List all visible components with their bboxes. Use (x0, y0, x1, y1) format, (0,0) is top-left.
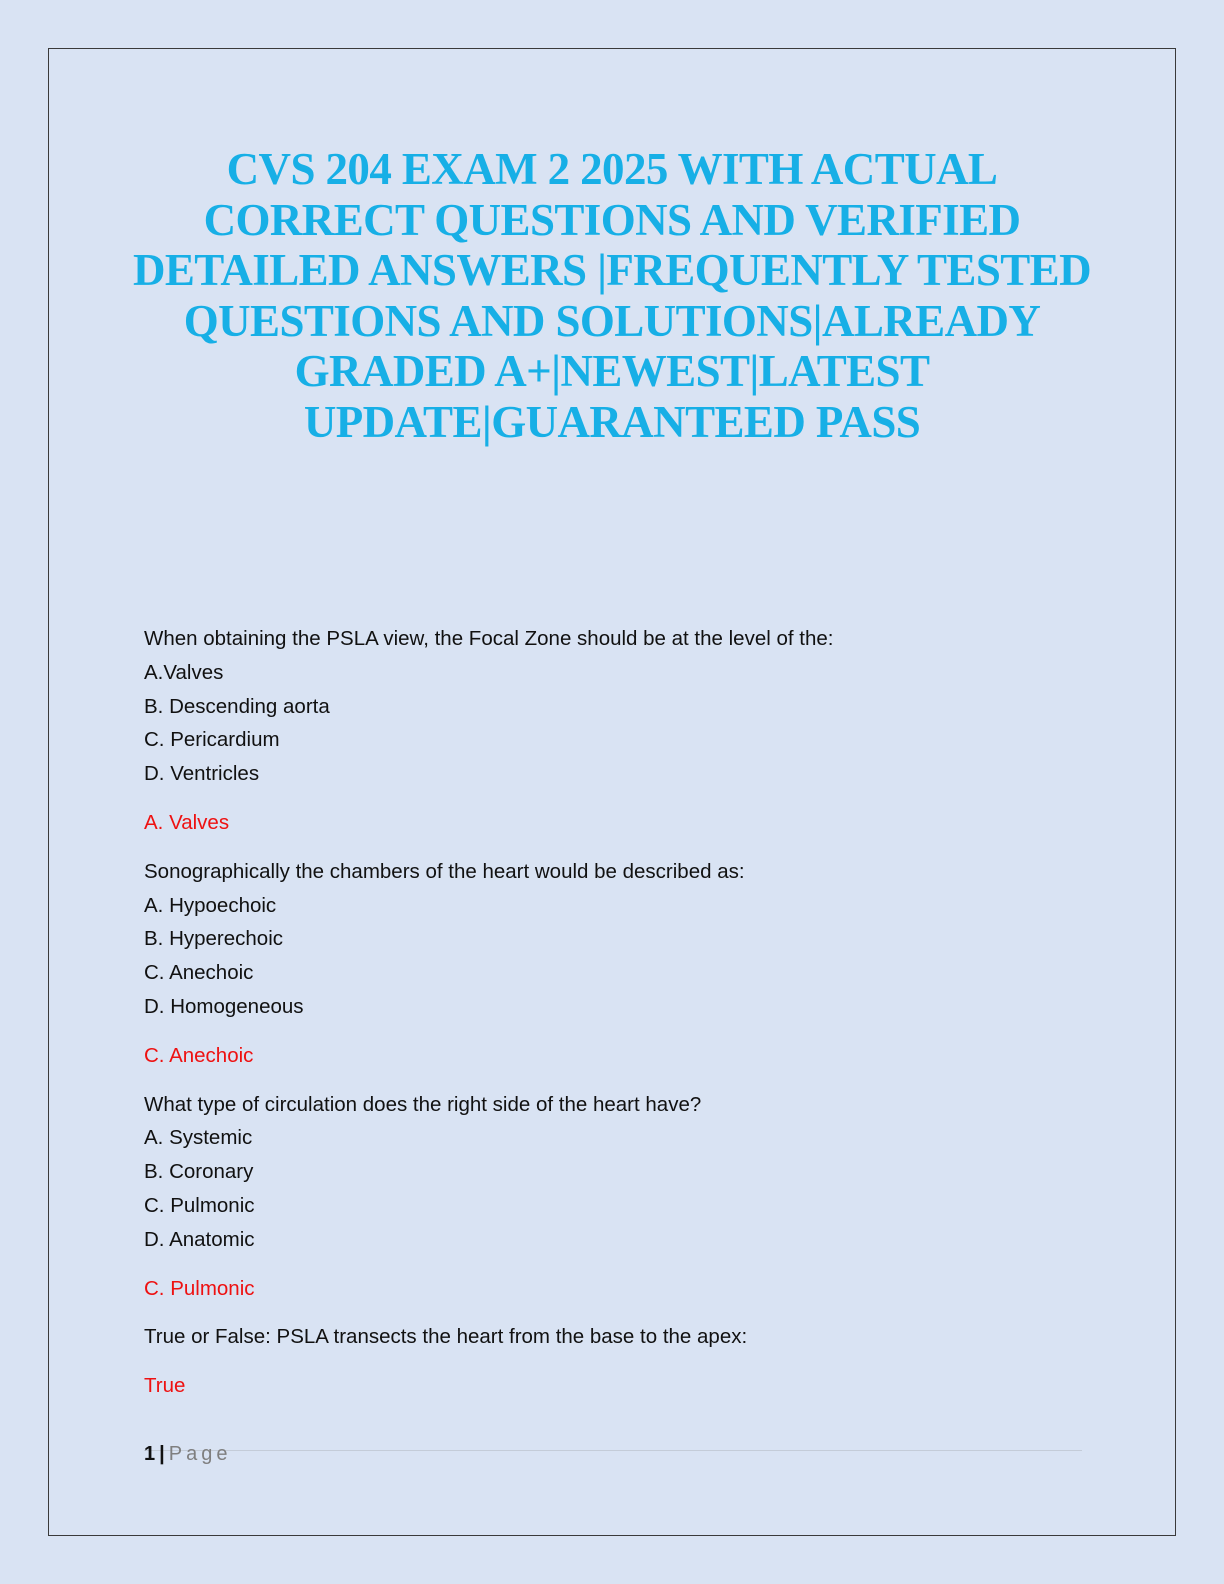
answer-option: C. Pulmonic (144, 1193, 255, 1217)
question-block-1 (144, 622, 1084, 840)
correct-answer: C. Anechoic (144, 1043, 254, 1067)
answer-option: C. Pericardium (144, 728, 280, 752)
page-label: Page (168, 1443, 232, 1465)
question-text: What type of circulation does the right side of the heart have? (144, 1092, 702, 1116)
question-text: Sonographically the chambers of the heart would be described as: (144, 859, 745, 883)
title-line: UPDATE|GUARANTEED PASS (303, 396, 921, 447)
answer-option: A.Valves (144, 660, 224, 684)
correct-answer: A. Valves (144, 810, 230, 834)
answer-option: A. Hypoechoic (144, 893, 277, 917)
correct-answer: C. Pulmonic (144, 1276, 255, 1300)
answer-option: D. Homogeneous (144, 994, 304, 1018)
answer-option: C. Anechoic (144, 961, 254, 985)
question-text: When obtaining the PSLA view, the Focal Zone should be at the level of the: (144, 627, 834, 650)
footer-divider (144, 1450, 1082, 1451)
answer-option: B. Coronary (144, 1160, 254, 1184)
title-line: CORRECT QUESTIONS AND VERIFIED (203, 194, 1021, 245)
page-separator: | (159, 1443, 165, 1465)
question-block-4 (144, 1320, 1084, 1403)
document-title (130, 144, 1094, 447)
question-list (144, 622, 1084, 1418)
page-number: 1 (144, 1443, 156, 1465)
question-block-3 (144, 1088, 1084, 1306)
title-line: CVS 204 EXAM 2 2025 WITH ACTUAL (226, 144, 998, 194)
answer-option: D. Anatomic (144, 1227, 255, 1251)
answer-option: B. Descending aorta (144, 694, 330, 718)
title-line: QUESTIONS AND SOLUTIONS|ALREADY (183, 295, 1041, 346)
question-text: True or False: PSLA transects the heart from the base to the apex: (144, 1325, 748, 1349)
page-footer (144, 1441, 231, 1467)
answer-option: A. Systemic (144, 1126, 253, 1150)
question-block-2 (144, 855, 1084, 1073)
answer-option: B. Hyperechoic (144, 927, 284, 951)
title-line: GRADED A+|NEWEST|LATEST (294, 346, 930, 396)
title-line: DETAILED ANSWERS |FREQUENTLY TESTED (133, 245, 1091, 295)
correct-answer: True (144, 1374, 186, 1398)
answer-option: D. Ventricles (144, 762, 260, 786)
